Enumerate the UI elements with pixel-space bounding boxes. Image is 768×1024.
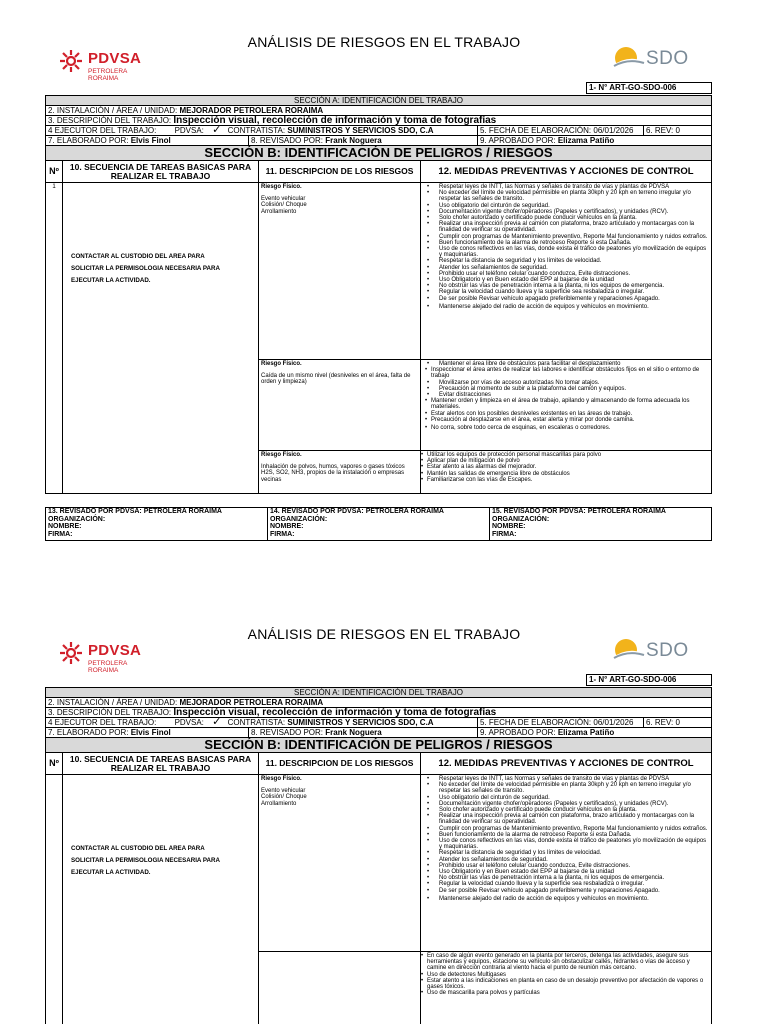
sdo-sun-icon xyxy=(610,636,650,670)
check-icon: ✓ xyxy=(212,718,222,727)
risk-row: Riesgo Físico. Inhalación de polvos, humos, vapores o gases tóxicos H2S, SO2, NH3, propios de la instalación o empresas vecinas • Utilizar los equipos de protección personal mascarillas para polvo • Aplicar plan de mitigación de polvo • Estar atento a las alarmas del mejorador. • Mantén las salidas de emergencia libre de obstáculos • Familiarizarse con las vías de Escapes. xyxy=(259,451,711,493)
pdvsa-sun-icon xyxy=(58,48,84,74)
risk-row xyxy=(259,952,711,1024)
measures-list: • En caso de algún evento generado en la planta por terceros, detenga las actividades, asegure sus herramientas y equipos, estacione su vehículo sin obstaculizar calles, hidrantes o vías de acceso y camine en dirección contraria al viento hacia el punto de reunión más cercano. • Uso de detectores Multigases • Estar atento a las indicaciones en planta en caso de un desalojo preventivo por afectación de vapores o gases tóxicos. • Uso de mascarilla para polvos y partículas xyxy=(421,952,711,1024)
document-title: ANÁLISIS DE RIESGOS EN EL TRABAJO xyxy=(247,34,521,50)
table-header: Nº 10. SECUENCIA DE TAREAS BASICAS PARA REALIZAR EL TRABAJO 11. DESCRIPCION DE LOS RIESGOS 12. MEDIDAS PREVENTIVAS Y ACCIONES DE CONTROL xyxy=(46,161,711,183)
section-b-title: SECCIÓN B: IDENTIFICACIÓN DE PELIGROS / RIESGOS xyxy=(46,738,711,753)
sdo-wordmark: SDO xyxy=(646,640,689,661)
document-code: 1- N° ART-GO-SDO-006 xyxy=(586,82,712,94)
pdvsa-wordmark: PDVSA xyxy=(88,642,142,659)
signature-cell: 15. REVISADO POR PDVSA: PETROLERA RORAIMA ORGANIZACIÓN: NOMBRE: FIRMA: xyxy=(492,508,666,538)
installation-row: 2. INSTALACIÓN / ÁREA / UNIDAD: MEJORADOR PETROLERA RORAIMA xyxy=(46,698,711,708)
analysis-form xyxy=(45,687,712,1024)
executor-row: 4 EJECUTOR DEL TRABAJO: PDVSA: ✓ CONTRATISTA: SUMINISTROS Y SERVICIOS SDO, C.A 5. FECHA DE ELABORACIÓN: 06/01/2026 6. REV: 0 xyxy=(46,718,711,728)
analysis-form xyxy=(45,95,712,494)
pdvsa-sun-icon xyxy=(58,640,84,666)
document-title: ANÁLISIS DE RIESGOS EN EL TRABAJO xyxy=(247,626,521,642)
approvals-row: 7. ELABORADO POR: Elvis Finol 8. REVISADO POR: Frank Noguera 9. APROBADO POR: Elizama Patiño xyxy=(46,728,711,738)
row-number xyxy=(46,775,63,1024)
signature-cell: 14. REVISADO POR PDVSA: PETROLERA RORAIMA ORGANIZACIÓN: NOMBRE: FIRMA: xyxy=(268,508,490,540)
signature-cell: 13. REVISADO POR PDVSA: PETROLERA RORAIMA ORGANIZACIÓN: NOMBRE: FIRMA: xyxy=(46,508,268,540)
sdo-logo xyxy=(610,44,710,78)
row-number: 1 xyxy=(46,183,63,493)
measures-list: • Respetar leyes de INTT, las Normas y señales de transito de vías y plantas de PDVSA • No exceder del límite de velocidad permisible en planta 30kph y 20 kph en terreno irregular y/o respetar las señales de transito. • Uso obligatorio del cinturón de seguridad. • Documentación vigente chofer/operadores (Papeles y certificados), y unidades (RCV). • Solo chofer autorizado y certificado puede conducir vehículos en la planta. • Realizar una inspección previa al camión con plataforma, brazo articulado y montacargas con la finalidad de verificar su operatividad. • Cumplir con programas de Mantenimiento preventivo, Reporte Mal funcionamiento y ruidos extraños. • Buen funcionamiento de la alarma de retroceso Reporte si esta Dañada. • Uso de conos reflectivos en las vías, donde exista el tráfico de peatones y/o movilización de equipos y maquinarias. • Respetar la distancia de seguridad y los límites de velocidad. • Atender los señalamientos de seguridad. • Prohibido usar el teléfono celular cuando conduzca, Evite distracciones. • Uso Obligatorio y en Buen estado del EPP al bajarse de la unidad • No obstruir las vías de penetración interna a la planta, ni los equipos de emergencia. • Regular la velocidad cuando llueva y la superficie sea resbaladiza o irregular. • De ser posible Revisar vehículo apagado preferiblemente y reparaciones Apagado. • Mantenerse alejado del radio de acción de equipos y vehículos en movimiento. xyxy=(421,775,711,951)
description-row: 3. DESCRIPCIÓN DEL TRABAJO: Inspección visual, recolección de información y toma de fotografías xyxy=(46,708,711,718)
section-a-title: SECCIÓN A: IDENTIFICACIÓN DEL TRABAJO xyxy=(46,96,711,106)
table-header: Nº 10. SECUENCIA DE TAREAS BASICAS PARA REALIZAR EL TRABAJO 11. DESCRIPCION DE LOS RIESGOS 12. MEDIDAS PREVENTIVAS Y ACCIONES DE CONTROL xyxy=(46,753,711,775)
task-cell: CONTACTAR AL CUSTODIO DEL AREA PARA SOLICITAR LA PERMISOLOGIA NECESARIA PARA EJECUTAR LA ACTIVIDAD. xyxy=(63,775,259,1024)
approvals-row: 7. ELABORADO POR: Elvis Finol 8. REVISADO POR: Frank Noguera 9. APROBADO POR: Elizama Patiño xyxy=(46,136,711,146)
description-row: 3. DESCRIPCIÓN DEL TRABAJO: Inspección visual, recolección de información y toma de fotografías xyxy=(46,116,711,126)
sdo-sun-icon xyxy=(610,44,650,78)
document-code: 1- N° ART-GO-SDO-006 xyxy=(586,674,712,686)
risk-row: Riesgo Físico. Evento vehicular Colisión/ Choque Arrollamiento • Respetar leyes de INTT, las Normas y señales de transito de vías y plantas de PDVSA • No exceder del límite de velocidad permisible en planta 30kph y 20 kph en terreno irregular y/o respetar las señales de transito. • Uso obligatorio del cinturón de seguridad. • Documentación vigente chofer/operadores (Papeles y certificados), y unidades (RCV). • Solo chofer autorizado y certificado puede conducir vehículos en la planta. • Realizar una inspección previa al camión con plataforma, brazo articulado y montacargas con la finalidad de verificar su operatividad. • Cumplir con programas de Mantenimiento preventivo, Reporte Mal funcionamiento y ruidos extraños. • Buen funcionamiento de la alarma de retroceso Reporte si esta Dañada. • Uso de conos reflectivos en las vías, donde exista el tráfico de peatones y/o movilización de equipos y maquinarias. • Respetar la distancia de seguridad y los límites de velocidad. • Atender los señalamientos de seguridad. • Prohibido usar el teléfono celular cuando conduzca, Evite distracciones. • Uso Obligatorio y en Buen estado del EPP al bajarse de la unidad • No obstruir las vías de penetración interna a la planta, ni los equipos de emergencia. • Regular la velocidad cuando llueva y la superficie sea resbaladiza o irregular. • De ser posible Revisar vehículo apagado preferiblemente y reparaciones Apagado. • Mantenerse alejado del radio de acción de equipos y vehículos en movimiento. xyxy=(259,775,711,952)
pdvsa-logo xyxy=(58,48,168,84)
check-icon: ✓ xyxy=(212,126,222,135)
measures-list: • Respetar leyes de INTT, las Normas y señales de transito de vías y plantas de PDVSA • No exceder del límite de velocidad permisible en planta 30kph y 20 kph en terreno irregular y/o respetar las señales de transito. • Uso obligatorio del cinturón de seguridad. • Documentación vigente chofer/operadores (Papeles y certificados), y unidades (RCV). • Solo chofer autorizado y certificado puede conducir vehículos en la planta. • Realizar una inspección previa al camión con plataforma, brazo articulado y montacargas con la finalidad de verificar su operatividad. • Cumplir con programas de Mantenimiento preventivo, Reporte Mal funcionamiento y ruidos extraños. • Buen funcionamiento de la alarma de retroceso Reporte si esta Dañada. • Uso de conos reflectivos en las vías, donde exista el tráfico de peatones y/o movilización de equipos y maquinarias. • Respetar la distancia de seguridad y los límites de velocidad. • Atender los señalamientos de seguridad. • Prohibido usar el teléfono celular cuando conduzca, Evite distracciones. • Uso Obligatorio y en Buen estado del EPP al bajarse de la unidad • No obstruir las vías de penetración interna a la planta, ni los equipos de emergencia. • Regular la velocidad cuando llueva y la superficie sea resbaladiza o irregular. • De ser posible Revisar vehículo apagado preferiblemente y reparaciones Apagado. • Mantenerse alejado del radio de acción de equipos y vehículos en movimiento. xyxy=(421,183,711,359)
risk-table-body xyxy=(46,775,711,1024)
risk-table-body xyxy=(46,183,711,493)
risk-row: Riesgo Físico. Caída de un mismo nivel (desniveles en el área, falta de orden y limpieza) • Mantener el área libre de obstáculos para facilitar el desplazamiento • Inspeccionar el área antes de realizar las labores e identificar obstáculos fijos en el sitio o entorno de trabajo • Movilizarse por vías de acceso autorizadas No tomar atajos. • Precaución al momento de subir a la plataforma del camión y equipos. • Evitar distracciones • Mantener orden y limpieza en el área de trabajo, apilando y almacenando de forma adecuada los materiales. • Estar alertos con los posibles desniveles existentes en las áreas de trabajo. • Precaución al desplazarse en el área, estar alerta y mirar por donde camina. • No corra, sobre todo cerca de esquinas, en escaleras o corredores. xyxy=(259,360,711,451)
sdo-logo xyxy=(610,636,710,670)
pdvsa-subtitle: PETROLERA RORAIMA xyxy=(88,660,128,674)
task-cell: CONTACTAR AL CUSTODIO DEL AREA PARA SOLICITAR LA PERMISOLOGIA NECESARIA PARA EJECUTAR LA ACTIVIDAD. xyxy=(63,183,259,493)
executor-row: 4 EJECUTOR DEL TRABAJO: PDVSA: ✓ CONTRATISTA: SUMINISTROS Y SERVICIOS SDO, C.A 5. FECHA DE ELABORACIÓN: 06/01/2026 6. REV: 0 xyxy=(46,126,711,136)
pdvsa-subtitle: PETROLERA RORAIMA xyxy=(88,68,128,82)
measures-list: • Utilizar los equipos de protección personal mascarillas para polvo • Aplicar plan de mitigación de polvo • Estar atento a las alarmas del mejorador. • Mantén las salidas de emergencia libre de obstáculos • Familiarizarse con las vías de Escapes. xyxy=(421,451,711,493)
pdvsa-logo xyxy=(58,640,168,676)
installation-row: 2. INSTALACIÓN / ÁREA / UNIDAD: MEJORADOR PETROLERA RORAIMA xyxy=(46,106,711,116)
signature-block xyxy=(45,507,712,541)
sdo-wordmark: SDO xyxy=(646,48,689,69)
section-b-title: SECCIÓN B: IDENTIFICACIÓN DE PELIGROS / RIESGOS xyxy=(46,146,711,161)
measures-list: • Mantener el área libre de obstáculos para facilitar el desplazamiento • Inspeccionar el área antes de realizar las labores e identificar obstáculos fijos en el sitio o entorno de trabajo • Movilizarse por vías de acceso autorizadas No tomar atajos. • Precaución al momento de subir a la plataforma del camión y equipos. • Evitar distracciones • Mantener orden y limpieza en el área de trabajo, apilando y almacenando de forma adecuada los materiales. • Estar alertos con los posibles desniveles existentes en las áreas de trabajo. • Precaución al desplazarse en el área, estar alerta y mirar por donde camina. • No corra, sobre todo cerca de esquinas, en escaleras o corredores. xyxy=(421,360,711,450)
section-a-title: SECCIÓN A: IDENTIFICACIÓN DEL TRABAJO xyxy=(46,688,711,698)
risk-row: Riesgo Físico. Evento vehicular Colisión/ Choque Arrollamiento • Respetar leyes de INTT, las Normas y señales de transito de vías y plantas de PDVSA • No exceder del límite de velocidad permisible en planta 30kph y 20 kph en terreno irregular y/o respetar las señales de transito. • Uso obligatorio del cinturón de seguridad. • Documentación vigente chofer/operadores (Papeles y certificados), y unidades (RCV). • Solo chofer autorizado y certificado puede conducir vehículos en la planta. • Realizar una inspección previa al camión con plataforma, brazo articulado y montacargas con la finalidad de verificar su operatividad. • Cumplir con programas de Mantenimiento preventivo, Reporte Mal funcionamiento y ruidos extraños. • Buen funcionamiento de la alarma de retroceso Reporte si esta Dañada. • Uso de conos reflectivos en las vías, donde exista el tráfico de peatones y/o movilización de equipos y maquinarias. • Respetar la distancia de seguridad y los límites de velocidad. • Atender los señalamientos de seguridad. • Prohibido usar el teléfono celular cuando conduzca, Evite distracciones. • Uso Obligatorio y en Buen estado del EPP al bajarse de la unidad • No obstruir las vías de penetración interna a la planta, ni los equipos de emergencia. • Regular la velocidad cuando llueva y la superficie sea resbaladiza o irregular. • De ser posible Revisar vehículo apagado preferiblemente y reparaciones Apagado. • Mantenerse alejado del radio de acción de equipos y vehículos en movimiento. xyxy=(259,183,711,360)
pdvsa-wordmark: PDVSA xyxy=(88,50,142,67)
